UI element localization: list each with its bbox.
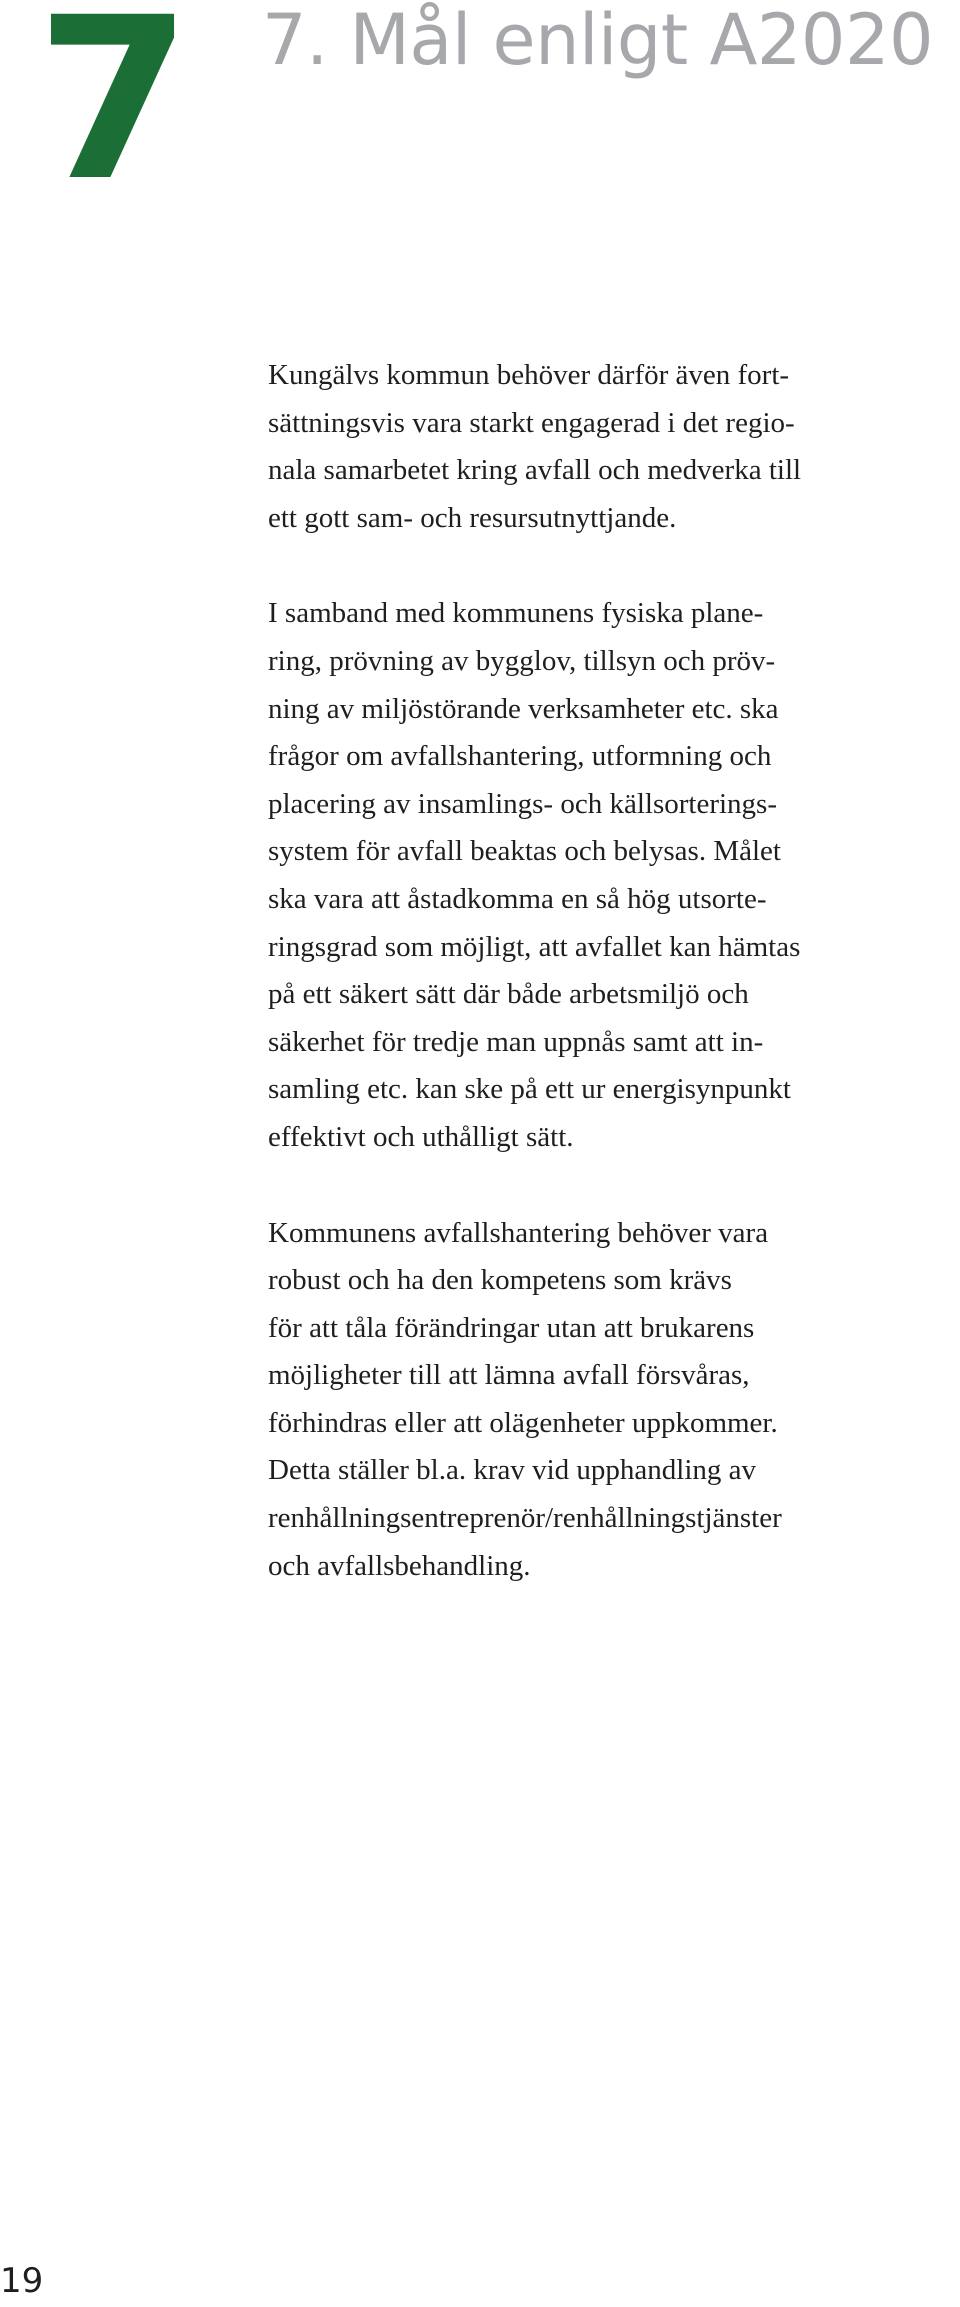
chapter-title: 7. Mål enligt A2020 xyxy=(262,0,934,81)
text-line: nala samarbetet kring avfall och medverka till xyxy=(268,454,802,487)
paragraph-3 xyxy=(268,1210,918,1591)
text-line: renhållningsentreprenör/renhållningstjänster xyxy=(268,1502,782,1535)
text-line: system för avfall beaktas och belysas. Målet xyxy=(268,835,781,868)
text-line: frågor om avfallshantering, utformning och xyxy=(268,740,772,773)
chapter-number: 7 xyxy=(36,0,188,230)
text-line: effektivt och uthålligt sätt. xyxy=(268,1120,574,1153)
paragraph-2 xyxy=(268,590,918,1161)
text-line: Kungälvs kommun behöver därför även fort- xyxy=(268,359,790,391)
text-line: ska vara att åstadkomma en så hög utsorte- xyxy=(268,882,767,915)
text-line: Kommunens avfallshantering behöver vara xyxy=(268,1216,769,1249)
text-line: ring, prövning av bygglov, tillsyn och pröv- xyxy=(268,644,776,677)
text-line: på ett säkert sätt där både arbetsmiljö och xyxy=(268,978,749,1011)
text-line: för att tåla förändringar utan att brukarens xyxy=(268,1311,755,1344)
text-line: förhindras eller att olägenheter uppkommer. xyxy=(268,1406,778,1439)
text-line: I samband med kommunens fysiska plane- xyxy=(268,597,764,630)
text-line: säkerhet för tredje man uppnås samt att in- xyxy=(268,1025,764,1058)
text-line: samling etc. kan ske på ett ur energisynpunkt xyxy=(268,1073,791,1106)
text-line: sättningsvis vara starkt engagerad i det regio- xyxy=(268,406,795,439)
paragraph-1 xyxy=(268,352,918,542)
text-line: ringsgrad som möjligt, att avfallet kan hämtas xyxy=(268,930,801,963)
text-line: placering av insamlings- och källsorterings- xyxy=(268,787,777,820)
text-line: Detta ställer bl.a. krav vid upphandling av xyxy=(268,1454,757,1487)
text-line: robust och ha den kompetens som krävs xyxy=(268,1264,732,1297)
page-number: 19 xyxy=(0,2261,44,2301)
body-text xyxy=(268,352,918,1638)
text-line: möjligheter till att lämna avfall försvåras, xyxy=(268,1359,750,1392)
text-line: och avfallsbehandling. xyxy=(268,1549,531,1582)
text-line: ning av miljöstörande verksamheter etc. ska xyxy=(268,692,779,725)
text-line: ett gott sam- och resursutnyttjande. xyxy=(268,501,677,534)
